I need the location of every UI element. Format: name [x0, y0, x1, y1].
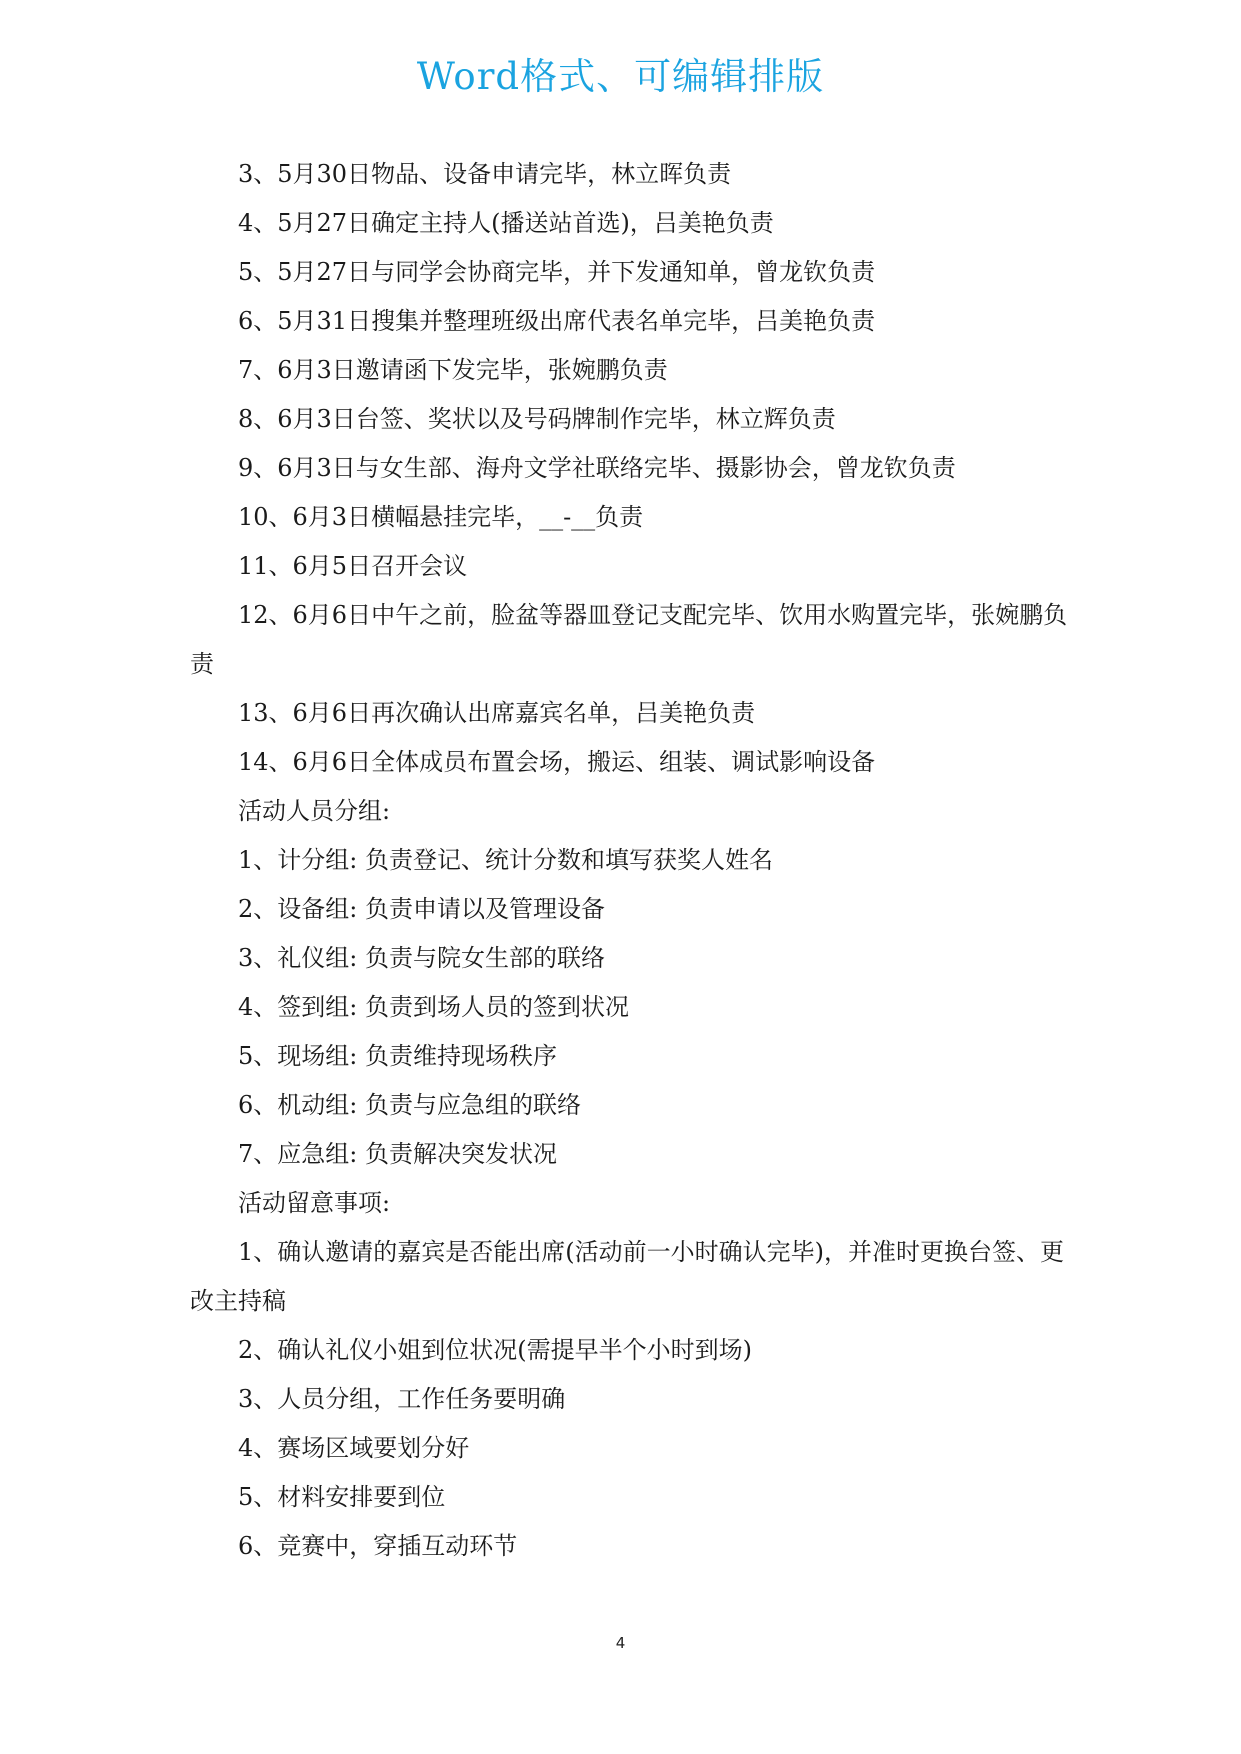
- paragraph: 3、礼仪组: 负责与院女生部的联络: [238, 944, 605, 972]
- paragraph: 6、5月31日搜集并整理班级出席代表名单完毕，吕美艳负责: [238, 307, 876, 335]
- paragraph: 5、现场组: 负责维持现场秩序: [238, 1042, 557, 1070]
- paragraph: 7、应急组: 负责解决突发状况: [238, 1140, 557, 1168]
- paragraph: 5、材料安排要到位: [238, 1483, 446, 1511]
- paragraph: 4、签到组: 负责到场人员的签到状况: [238, 993, 629, 1021]
- paragraph: 6、机动组: 负责与应急组的联络: [238, 1091, 581, 1119]
- paragraph: 7、6月3日邀请函下发完毕，张婉鹏负责: [238, 356, 668, 384]
- paragraph: 1、计分组: 负责登记、统计分数和填写获奖人姓名: [238, 846, 773, 874]
- paragraph: 8、6月3日台签、奖状以及号码牌制作完毕，林立辉负责: [238, 405, 836, 433]
- page-number: 4: [615, 1634, 626, 1652]
- section-heading: 活动人员分组:: [238, 797, 391, 825]
- paragraph: 3、5月30日物品、设备申请完毕，林立晖负责: [238, 160, 732, 188]
- paragraph: 2、设备组: 负责申请以及管理设备: [238, 895, 605, 923]
- section-heading: 活动留意事项:: [238, 1189, 391, 1217]
- page-header-title: Word格式、可编辑排版: [416, 55, 825, 98]
- paragraph: 3、人员分组，工作任务要明确: [238, 1385, 566, 1413]
- paragraph: 6、竞赛中，穿插互动环节: [238, 1532, 518, 1560]
- paragraph: 4、赛场区域要划分好: [238, 1434, 470, 1462]
- paragraph: 13、6月6日再次确认出席嘉宾名单，吕美艳负责: [238, 699, 756, 727]
- document-body: [190, 150, 1070, 1571]
- paragraph: 2、确认礼仪小姐到位状况(需提早半个小时到场): [238, 1336, 752, 1364]
- paragraph: 1、确认邀请的嘉宾是否能出席(活动前一小时确认完毕)，并准时更换台签、更改主持稿: [190, 1238, 1064, 1315]
- paragraph: 12、6月6日中午之前，脸盆等器皿登记支配完毕、饮用水购置完毕，张婉鹏负责: [190, 601, 1068, 678]
- paragraph: 9、6月3日与女生部、海舟文学社联络完毕、摄影协会，曾龙钦负责: [238, 454, 956, 482]
- paragraph: 5、5月27日与同学会协商完毕，并下发通知单，曾龙钦负责: [238, 258, 876, 286]
- paragraph: 11、6月5日召开会议: [238, 552, 468, 580]
- paragraph: 4、5月27日确定主持人(播送站首选)，吕美艳负责: [238, 209, 774, 237]
- paragraph: 10、6月3日横幅悬挂完毕，__-__负责: [238, 503, 644, 531]
- paragraph: 14、6月6日全体成员布置会场，搬运、组装、调试影响设备: [238, 748, 876, 776]
